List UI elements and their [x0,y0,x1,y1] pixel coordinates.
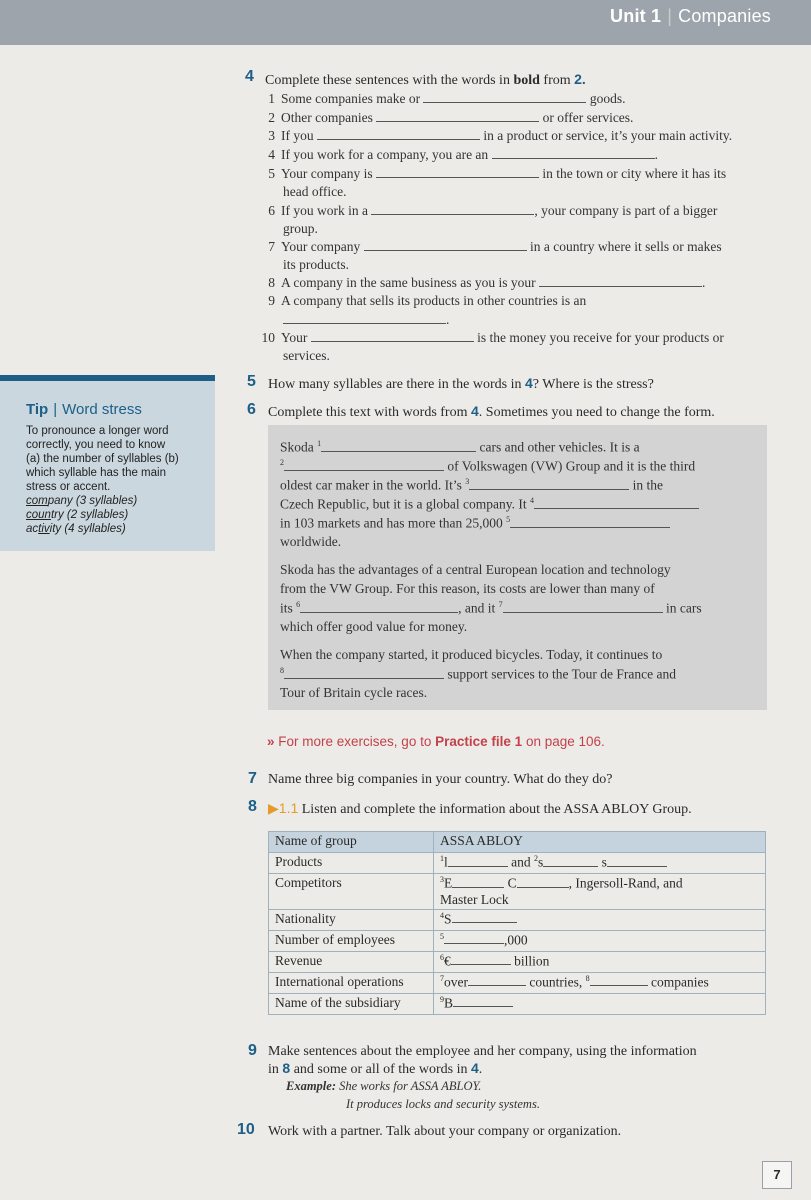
item-text: or offer services. [542,110,634,125]
gap-number: 8 [280,666,284,675]
answer-blank[interactable] [423,92,586,103]
passage-text: in the [632,477,663,493]
gap-number: 9 [440,994,444,1004]
answer-blank[interactable] [444,933,504,944]
exercise-6-number: 6 [247,401,256,418]
ex5-ref: 4 [525,375,533,391]
cell-text: Master Lock [440,891,509,907]
item-text: goods. [589,91,626,106]
exercise-5-instruction [268,375,654,393]
passage-text: , and it [458,600,496,616]
gap-number: 5 [506,515,511,524]
ex4-item [259,110,633,126]
tip-line: correctly, you need to know [26,439,166,451]
tip-example-rest: pany (3 syllables) [47,495,138,507]
gap-number: 2 [534,854,539,863]
table-value [434,853,766,874]
exercise-4-instruction [265,71,586,89]
answer-blank[interactable] [317,129,480,140]
ex4-item-continuation: group. [283,221,318,236]
answer-blank[interactable] [452,912,517,923]
tip-example-start: ac [26,523,39,535]
table-row [269,993,766,1014]
ex9-text: and some or all of the words in [293,1062,468,1077]
gap-number: 7 [440,973,444,983]
gap-number: 6 [296,600,301,609]
answer-blank[interactable] [453,996,513,1007]
item-number: 5 [268,166,275,181]
item-text: in the town or city where it has its [542,166,727,181]
gap-number: 8 [585,973,590,983]
table-key: Competitors [269,874,434,910]
answer-blank[interactable] [539,276,702,287]
unit-topic: Companies [678,6,771,26]
table-row [269,832,766,853]
answer-blank[interactable] [534,498,699,509]
gap-letter: l [444,854,448,870]
exercise-8-number: 8 [248,798,257,815]
answer-blank[interactable] [311,331,474,342]
gap-number: 6 [440,952,444,962]
item-number: 4 [268,147,275,162]
passage-line [280,458,695,475]
table-key: Products [269,853,434,874]
table-key: Number of employees [269,930,434,951]
ex4-item [259,293,586,309]
tip-body [26,424,208,536]
answer-blank[interactable] [510,517,670,528]
ex4-item [259,203,717,219]
passage-text: oldest car maker in the world. It’s [280,477,462,493]
answer-blank[interactable] [469,479,629,490]
practice-file-reference [267,734,605,749]
ex4-item [259,275,705,291]
item-number: 8 [268,275,275,290]
table-row [269,853,766,874]
header-title [610,6,771,27]
exercise-9-instruction: Make sentences about the employee and her company, using the information [268,1044,697,1059]
table-key: Nationality [269,909,434,930]
ex4-instr-bold: bold [513,73,540,88]
cell-text: billion [514,953,550,968]
tip-example [26,494,208,508]
example-label: Example: [286,1079,336,1093]
item-number: 3 [268,128,275,143]
ex9-text: in [268,1062,279,1077]
ex4-instr-pre: Complete these sentences with the words in [265,73,510,88]
exercise-9-number: 9 [248,1042,257,1059]
answer-blank[interactable] [364,240,527,251]
table-row [269,972,766,993]
table-value [434,972,766,993]
exercise-7-number: 7 [248,770,257,787]
table-key: Revenue [269,951,434,972]
answer-blank[interactable] [468,975,526,986]
answer-blank[interactable] [543,856,598,867]
table-value: ASSA ABLOY [434,832,766,853]
item-text: Your [281,330,308,345]
gap-letter: € [444,953,451,968]
ex6-ref: 4 [470,403,479,419]
stressed-syllable: tiv [38,523,50,535]
answer-blank[interactable] [492,148,655,159]
cell-text: , Ingersoll-Rand, and [568,875,683,891]
ex9-ref: 8 [282,1060,291,1076]
ex6-pre: Complete this text with words from [268,405,468,420]
gap-number: 2 [280,458,284,467]
table-row [269,909,766,930]
tip-line: (a) the number of syllables (b) [26,453,179,465]
exercise-9-instruction-line2 [268,1060,482,1078]
answer-blank[interactable] [376,111,539,122]
answer-blank[interactable] [517,877,569,888]
answer-blank[interactable] [448,856,508,867]
passage-text: support services to the Tour de France and [447,666,676,682]
table-row [269,930,766,951]
gap-letter: s [538,854,544,870]
tip-separator: | [53,401,58,418]
gap-letter: E [444,875,453,891]
item-text: Some companies make or [281,91,421,106]
practice-file-link[interactable]: Practice file 1 [435,734,523,749]
ex9-ref: 4 [470,1060,479,1076]
item-text: . [446,312,450,327]
ex4-item-continuation [283,312,449,328]
company-info-table [268,831,766,1015]
passage-line [280,439,640,456]
header-separator: | [667,6,673,26]
answer-blank[interactable] [376,167,539,178]
gap-letter: s [601,854,607,870]
tip-example [26,508,208,522]
answer-blank[interactable] [283,313,446,324]
gap-number: 4 [529,496,534,505]
passage-line [280,496,699,513]
ex5-pre: How many syllables are there in the words in [268,377,522,392]
table-row [269,951,766,972]
exercise-7-instruction: Name three big companies in your country. What do they do? [268,772,613,787]
exercise-4-number: 4 [245,68,254,85]
gap-number: 1 [440,854,444,863]
ex4-instr-mid: from [543,73,571,88]
gap-number: 3 [465,477,470,486]
more-pre: For more exercises, go to [278,734,432,749]
double-chevron-icon: » [267,734,275,749]
stressed-syllable: com [26,495,48,507]
ex4-item [259,128,732,144]
answer-blank[interactable] [607,856,667,867]
exercise-6-instruction [268,403,715,421]
gap-number: 5 [440,931,444,941]
passage-line: When the company started, it produced bicycles. Today, it continues to [280,647,663,662]
passage-line: Tour of Britain cycle races. [280,685,428,700]
ex4-item-continuation: head office. [283,184,347,199]
table-key: Name of the subsidiary [269,993,434,1014]
page-header [0,0,811,45]
gap-letter: S [444,911,452,926]
passage-line [280,600,702,617]
passage-line: which offer good value for money. [280,619,468,634]
ex4-item [259,239,722,255]
item-text: Your company [281,239,361,254]
item-text: If you work for a company, you are an [281,147,489,162]
exercise-5-number: 5 [247,373,256,390]
cell-text: ,000 [504,932,528,947]
item-number: 2 [268,110,275,125]
cell-text: countries, [529,974,583,989]
passage-text: cars and other vehicles. It is a [479,439,640,455]
gap-number: 7 [498,600,503,609]
tip-example-rest: ity (4 syllables) [49,523,126,535]
item-text: . [654,147,658,162]
tip-line: stress or accent. [26,481,111,493]
passage-text: in cars [666,600,702,616]
audio-play-icon[interactable]: ▶ [268,800,279,816]
table-row [269,874,766,910]
cell-text: and [511,854,531,870]
item-text: in a country where it sells or makes [530,239,722,254]
passage-line [280,477,663,494]
tip-example-rest: try (2 syllables) [50,509,129,521]
ex6-post: . Sometimes you need to change the form. [478,405,715,420]
table-key: Name of group [269,832,434,853]
passage-text: in 103 markets and has more than 25,000 [280,515,503,531]
ex4-item [259,166,726,182]
ex4-item [259,330,724,346]
tip-label: Tip [26,401,49,418]
table-value [434,930,766,951]
answer-blank[interactable] [503,602,663,613]
item-number: 7 [268,239,275,254]
cell-text: companies [651,974,709,989]
exercise-9-example [286,1079,481,1094]
gap-number: 3 [440,875,444,884]
exercise-10-number: 10 [237,1121,255,1138]
item-number: 6 [268,203,275,218]
tip-box [0,375,215,551]
ex5-post: ? Where is the stress? [532,377,654,392]
gap-number: 4 [440,910,444,920]
item-text: If you work in a [281,203,368,218]
more-post: on page 106. [525,734,605,749]
answer-blank[interactable] [300,602,458,613]
item-text: A company that sells its products in other countries is an [281,293,587,308]
ex9-text: . [478,1062,483,1077]
table-value [434,909,766,930]
skoda-passage [268,425,767,710]
answer-blank[interactable] [371,204,534,215]
passage-line [280,666,676,683]
answer-blank[interactable] [284,460,444,471]
item-number: 9 [268,293,275,308]
item-text: Your company is [281,166,373,181]
item-text: If you [281,128,314,143]
answer-blank[interactable] [590,975,648,986]
item-number: 10 [261,330,275,345]
passage-text: Czech Republic, but it is a global company. It [280,496,527,512]
answer-blank[interactable] [452,877,504,888]
audio-track-number: 1.1 [278,800,299,816]
unit-label: Unit 1 [610,6,662,26]
ex4-item-continuation: services. [283,348,330,363]
gap-number: 1 [317,439,322,448]
passage-line: Skoda has the advantages of a central European location and technology [280,562,671,577]
table-value [434,874,766,910]
tip-example [26,522,208,536]
answer-blank[interactable] [321,441,476,452]
gap-letter: C [507,875,517,891]
exercise-9-example-line2: It produces locks and security systems. [346,1097,540,1111]
item-text: Other companies [281,110,373,125]
tip-line: which syllable has the main [26,467,166,479]
item-text: in a product or service, it’s your main activity. [483,128,733,143]
item-text: is the money you receive for your products or [477,330,724,345]
gap-letter: B [444,995,454,1010]
answer-blank[interactable] [284,668,444,679]
item-text: , your company is part of a bigger [534,203,718,218]
passage-text: Skoda [280,439,314,455]
table-value [434,951,766,972]
item-text: A company in the same business as you is your [281,275,536,290]
stressed-syllable: coun [26,509,51,521]
item-number: 1 [268,91,275,106]
ex4-instr-ref: 2. [574,71,586,87]
table-key: International operations [269,972,434,993]
cell-text: over [444,974,468,989]
ex8-text: Listen and complete the information about the ASSA ABLOY Group. [301,802,692,817]
passage-line: from the VW Group. For this reason, its costs are lower than many of [280,581,655,596]
table-value [434,993,766,1014]
ex4-item [259,91,625,107]
ex4-item [259,147,658,163]
exercise-8-instruction [268,800,692,818]
passage-line: worldwide. [280,534,342,549]
passage-text: its [280,600,293,616]
tip-title: Word stress [62,401,142,418]
page-number: 7 [762,1161,792,1189]
answer-blank[interactable] [451,954,511,965]
item-text: . [701,275,706,290]
passage-text: of Volkswagen (VW) Group and it is the third [447,458,696,474]
passage-line [280,515,670,532]
ex4-item-continuation: its products. [283,257,349,272]
example-text: She works for ASSA ABLOY. [339,1079,482,1093]
exercise-10-instruction: Work with a partner. Talk about your company or organization. [268,1124,622,1139]
tip-heading [26,401,142,418]
tip-line: To pronounce a longer word [26,425,169,437]
